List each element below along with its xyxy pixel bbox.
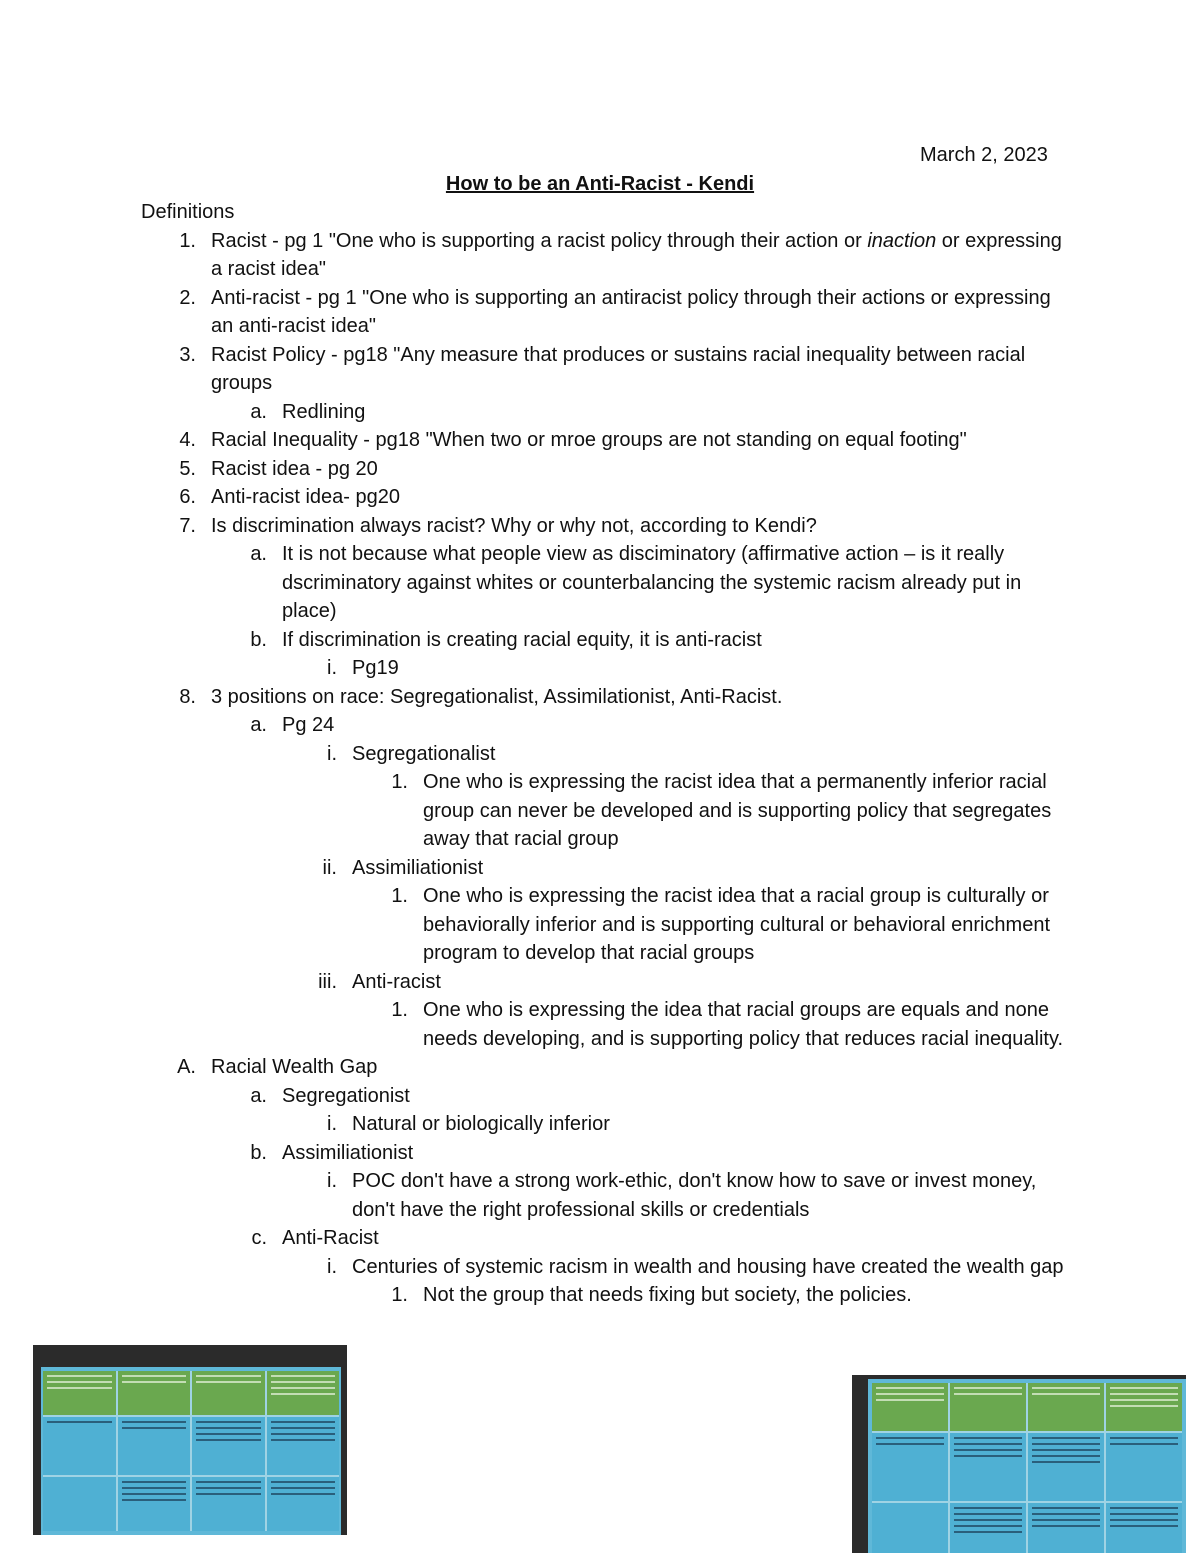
slide-cell: [118, 1371, 191, 1415]
list-marker: 1.: [391, 999, 408, 1021]
list-item-text: Pg19: [352, 657, 399, 679]
list-marker: ii.: [322, 856, 337, 879]
list-marker: 8.: [179, 685, 196, 708]
list-item: [141, 1053, 1071, 1082]
list-item: [141, 398, 1071, 427]
list-marker: b.: [250, 628, 267, 651]
list-item: [141, 455, 1071, 484]
list-marker: 1.: [391, 771, 408, 793]
list-marker: i.: [327, 1113, 337, 1135]
list-item-text: One who is expressing the idea that racial groups are equals and none needs developing, and is supporting policy that reduces racial inequality.: [423, 999, 1064, 1050]
list-marker: a.: [250, 1084, 267, 1107]
slide-cell: [872, 1503, 948, 1553]
list-item-text: One who is expressing the racist idea that a racial group is culturally or behaviorally inferior and is supporting cultural or behavioral enrichment program to develop that racial groups: [423, 885, 1051, 964]
list-item: [141, 683, 1071, 712]
section-heading: Definitions: [141, 201, 235, 223]
list-item-text: Is discrimination always racist? Why or why not, according to Kendi?: [211, 514, 817, 537]
list-item-text: Anti-Racist: [282, 1227, 379, 1249]
document-body: [141, 198, 1071, 1310]
slide-photo-left: [33, 1345, 347, 1535]
slide-cell: [267, 1477, 340, 1531]
list-item-text: If discrimination is creating racial equity, it is anti-racist: [282, 628, 762, 651]
list-item: [141, 1224, 1071, 1253]
document-title: How to be an Anti-Racist - Kendi: [445, 173, 755, 195]
slide-cell: [118, 1417, 191, 1475]
list-item: [141, 626, 1071, 655]
list-item-text: Natural or biologically inferior: [352, 1113, 610, 1135]
list-item: [141, 341, 1071, 398]
slide-cell: [1106, 1503, 1182, 1553]
list-item-text: Racial Inequality - pg18 "When two or mroe groups are not standing on equal footing": [211, 429, 967, 451]
list-item: [141, 740, 1071, 769]
list-marker: 7.: [179, 514, 196, 537]
list-item: [141, 968, 1071, 997]
list-item-text: Centuries of systemic racism in wealth and housing have created the wealth gap: [352, 1255, 1064, 1278]
slide-cell: [192, 1477, 265, 1531]
document-date: March 2, 2023: [920, 144, 1048, 166]
list-item: [141, 1253, 1071, 1282]
list-marker: i.: [327, 1255, 337, 1278]
list-marker: 2.: [179, 286, 196, 309]
slide-cell: [1106, 1433, 1182, 1501]
list-marker: a.: [250, 714, 267, 736]
list-marker: 6.: [179, 486, 196, 508]
list-item: [141, 654, 1071, 683]
list-item: [141, 483, 1071, 512]
slide-cell: [43, 1417, 116, 1475]
list-item-text: Segregationalist: [352, 742, 496, 765]
list-marker: i.: [327, 742, 337, 765]
slide-cell: [872, 1383, 948, 1431]
slide-cell: [950, 1383, 1026, 1431]
list-item-text: Segregationist: [282, 1084, 410, 1107]
slide-cell: [1028, 1383, 1104, 1431]
list-item-text: Redlining: [282, 400, 366, 423]
slide-cell: [950, 1503, 1026, 1553]
slide-cell: [950, 1433, 1026, 1501]
slide-cell: [267, 1371, 340, 1415]
list-item-text: Pg 24: [282, 714, 335, 736]
list-item-text: Assimiliationist: [282, 1141, 414, 1164]
list-item: [141, 854, 1071, 883]
slide-cell: [1028, 1433, 1104, 1501]
list-marker: 1.: [391, 885, 408, 907]
list-item: [141, 284, 1071, 341]
list-item-text: Racist idea - pg 20: [211, 457, 378, 480]
list-marker: 1.: [179, 229, 196, 252]
list-item: [141, 711, 1071, 740]
list-item-text: Assimiliationist: [352, 856, 484, 879]
list-item: [141, 227, 1071, 284]
list-item-text: 3 positions on race: Segregationalist, Assimilationist, Anti-Racist.: [211, 685, 783, 708]
list-item: [141, 426, 1071, 455]
list-marker: a.: [250, 543, 267, 565]
slide-cell: [192, 1417, 265, 1475]
list-marker: b.: [250, 1141, 267, 1164]
list-item-text: Racist - pg 1 "One who is supporting a racist policy through their action or inaction or expressing a racist idea": [211, 229, 1062, 280]
list-item-text: Not the group that needs fixing but society, the policies.: [423, 1284, 912, 1306]
list-item-text: One who is expressing the racist idea that a permanently inferior racial group can never be developed and is supporting policy that segregates away that racial group: [423, 771, 1052, 850]
list-marker: c.: [251, 1227, 267, 1249]
list-item: [141, 1167, 1071, 1224]
list-marker: 5.: [179, 457, 196, 480]
slide-cell: [43, 1477, 116, 1531]
slide-cell: [1028, 1503, 1104, 1553]
list-marker: A.: [177, 1056, 196, 1078]
slide-cell: [872, 1433, 948, 1501]
list-item: [141, 996, 1071, 1053]
list-item: [141, 540, 1071, 626]
list-item-text: Racial Wealth Gap: [211, 1056, 378, 1078]
list-item: [141, 1110, 1071, 1139]
list-item: [141, 1082, 1071, 1111]
slide-cell: [192, 1371, 265, 1415]
slide-cell: [118, 1477, 191, 1531]
list-item: [141, 1139, 1071, 1168]
slide-cell: [267, 1417, 340, 1475]
list-marker: a.: [250, 400, 267, 423]
list-item-text: Anti-racist: [352, 970, 441, 993]
list-item: [141, 1281, 1071, 1310]
emphasis: inaction: [867, 229, 937, 252]
list-marker: iii.: [318, 970, 337, 993]
list-marker: 3.: [179, 343, 196, 366]
list-marker: 4.: [179, 429, 196, 451]
slide-cell: [1106, 1383, 1182, 1431]
list-marker: i.: [327, 657, 337, 679]
slide-cell: [43, 1371, 116, 1415]
slide-photo-right: [852, 1375, 1186, 1553]
list-item-text: POC don't have a strong work-ethic, don't know how to save or invest money, don't have the right professional skills or credentials: [352, 1170, 1037, 1221]
list-item-text: Anti-racist - pg 1 "One who is supporting an antiracist policy through their actions or expressing an anti-racist idea": [211, 286, 1051, 337]
list-item: [141, 768, 1071, 854]
list-item: [141, 512, 1071, 541]
list-item-text: Anti-racist idea- pg20: [211, 486, 400, 508]
list-marker: 1.: [391, 1284, 408, 1306]
list-item: [141, 882, 1071, 968]
list-marker: i.: [327, 1170, 337, 1192]
list-item-text: It is not because what people view as disciminatory (affirmative action – is it really dscriminatory against whites or counterbalancing the systemic racism already put in place): [282, 543, 1022, 622]
list-item-text: Racist Policy - pg18 "Any measure that produces or sustains racial inequality between racial groups: [211, 343, 1026, 394]
